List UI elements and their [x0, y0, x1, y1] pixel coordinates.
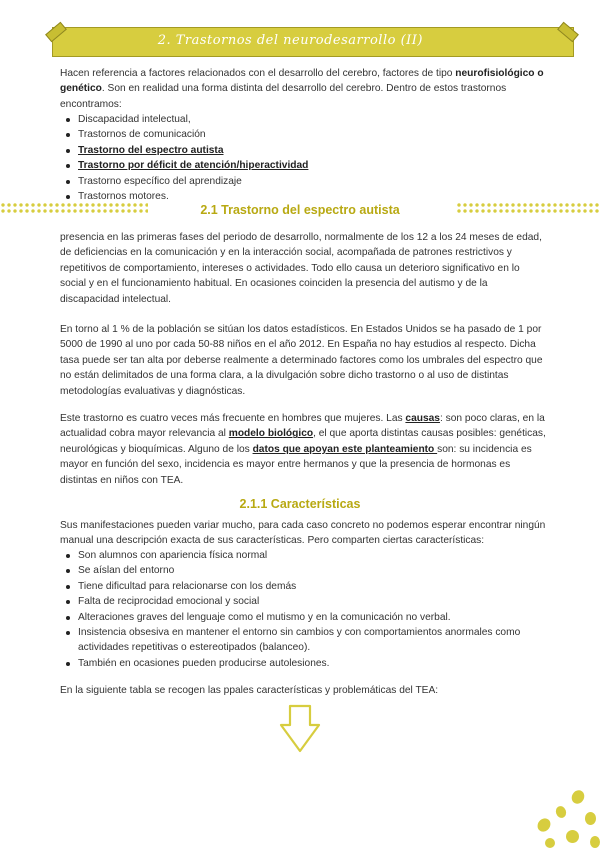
- paragraph-causes: Este trastorno es cuatro veces más frecuente en hombres que mujeres. Las causas: son poco claras, en la actualidad cobra mayor relevancia al modelo biológico, el que aporta distintas causas posibles: genéticas, neurológicas y bioquímicas. Alguno de los datos que apoyan este planteamiento son: su incidencia es mayor en función del sexo, incidencia es mayor entre hermanos y que la presencia de hormonas es distintas en niños con TEA.: [60, 413, 546, 486]
- decorative-dot: [585, 812, 596, 825]
- list-item: Falta de reciprocidad emocional y social: [78, 594, 558, 609]
- list-item: Son alumnos con apariencia física normal: [78, 548, 558, 563]
- list-item: Tiene dificultad para relacionarse con los demás: [78, 579, 558, 594]
- list-item: Trastornos de comunicación: [78, 127, 558, 142]
- list-item: Trastorno del espectro autista: [78, 143, 558, 158]
- list-item: Alteraciones graves del lenguaje como el mutismo y en la comunicación no verbal.: [78, 610, 558, 625]
- decorative-dot: [569, 788, 586, 806]
- list-item: Discapacidad intelectual,: [78, 112, 558, 127]
- list-item: Se aíslan del entorno: [78, 563, 558, 578]
- intro-paragraph: Hacen referencia a factores relacionados con el desarrollo del cerebro, factores de tipo neurofisiológico o genético. Son en realidad una forma distinta del desarrollo del cerebro. Dentro de estos trastornos encontramos:: [60, 68, 544, 110]
- section-heading: 2.1 Trastorno del espectro autista: [200, 203, 400, 217]
- list-item: Trastorno por déficit de atención/hiperactividad: [78, 158, 558, 173]
- banner-title: 2. Trastornos del neurodesarrollo (II): [157, 33, 423, 48]
- list-item: Trastorno específico del aprendizaje: [78, 174, 558, 189]
- decorative-dot: [554, 805, 568, 820]
- paragraph-statistics: En torno al 1 % de la población se sitúan los datos estadísticos. En Estados Unidos se ha pasado de 1 por 5000 de 1990 al uno por cada 50-88 niños en el año 2012. En España no hay estudios al respecto. Dicha tasa puede ser tan alta por deberse realmente a determinado factores como los umbrales del espectro que no están delimitados de una forma clara, a la divulgación sobre dicho trastorno o al uso de distintas metodologías evaluativas y diagnósticas.: [60, 324, 543, 397]
- disorders-list: [60, 112, 558, 204]
- decorative-dot: [590, 836, 600, 848]
- down-arrow-icon: [278, 703, 322, 755]
- decorative-dot: [535, 816, 553, 834]
- paragraph-manifestations: Sus manifestaciones pueden variar mucho, para cada caso concreto no podemos esperar encontrar ningún manual una descripción exacta de sus características. Pero comparten ciertas características:: [60, 520, 546, 547]
- title-banner: [52, 27, 574, 57]
- paragraph-table-intro: En la siguiente tabla se recogen las ppales características y problemáticas del TEA:: [60, 685, 439, 696]
- subsection-heading: 2.1.1 Características: [239, 497, 361, 511]
- paragraph-definition: presencia en las primeras fases del periodo de desarrollo, normalmente de los 12 a los 24 meses de edad, de deficiencias en la comunicación y en la interacción social, acompañada de patrones restrictivos y repetitivos de comportamiento, intereses o actividades. Todo ello causa un deterioro significativo en lo social y en el funcionamiento habitual. En ocasiones coinciden la presencia del autismo y de la discapacidad intelectual.: [60, 232, 542, 305]
- features-list: [60, 548, 558, 671]
- decorative-dot: [566, 830, 579, 843]
- list-item: Trastornos motores.: [78, 189, 558, 204]
- list-item: También en ocasiones pueden producirse autolesiones.: [78, 656, 558, 671]
- decorative-dot: [545, 838, 555, 848]
- list-item: Insistencia obsesiva en mantener el entorno sin cambios y con comportamientos anormales como actividades repetitivas o estereotipados (balanceo).: [78, 625, 558, 656]
